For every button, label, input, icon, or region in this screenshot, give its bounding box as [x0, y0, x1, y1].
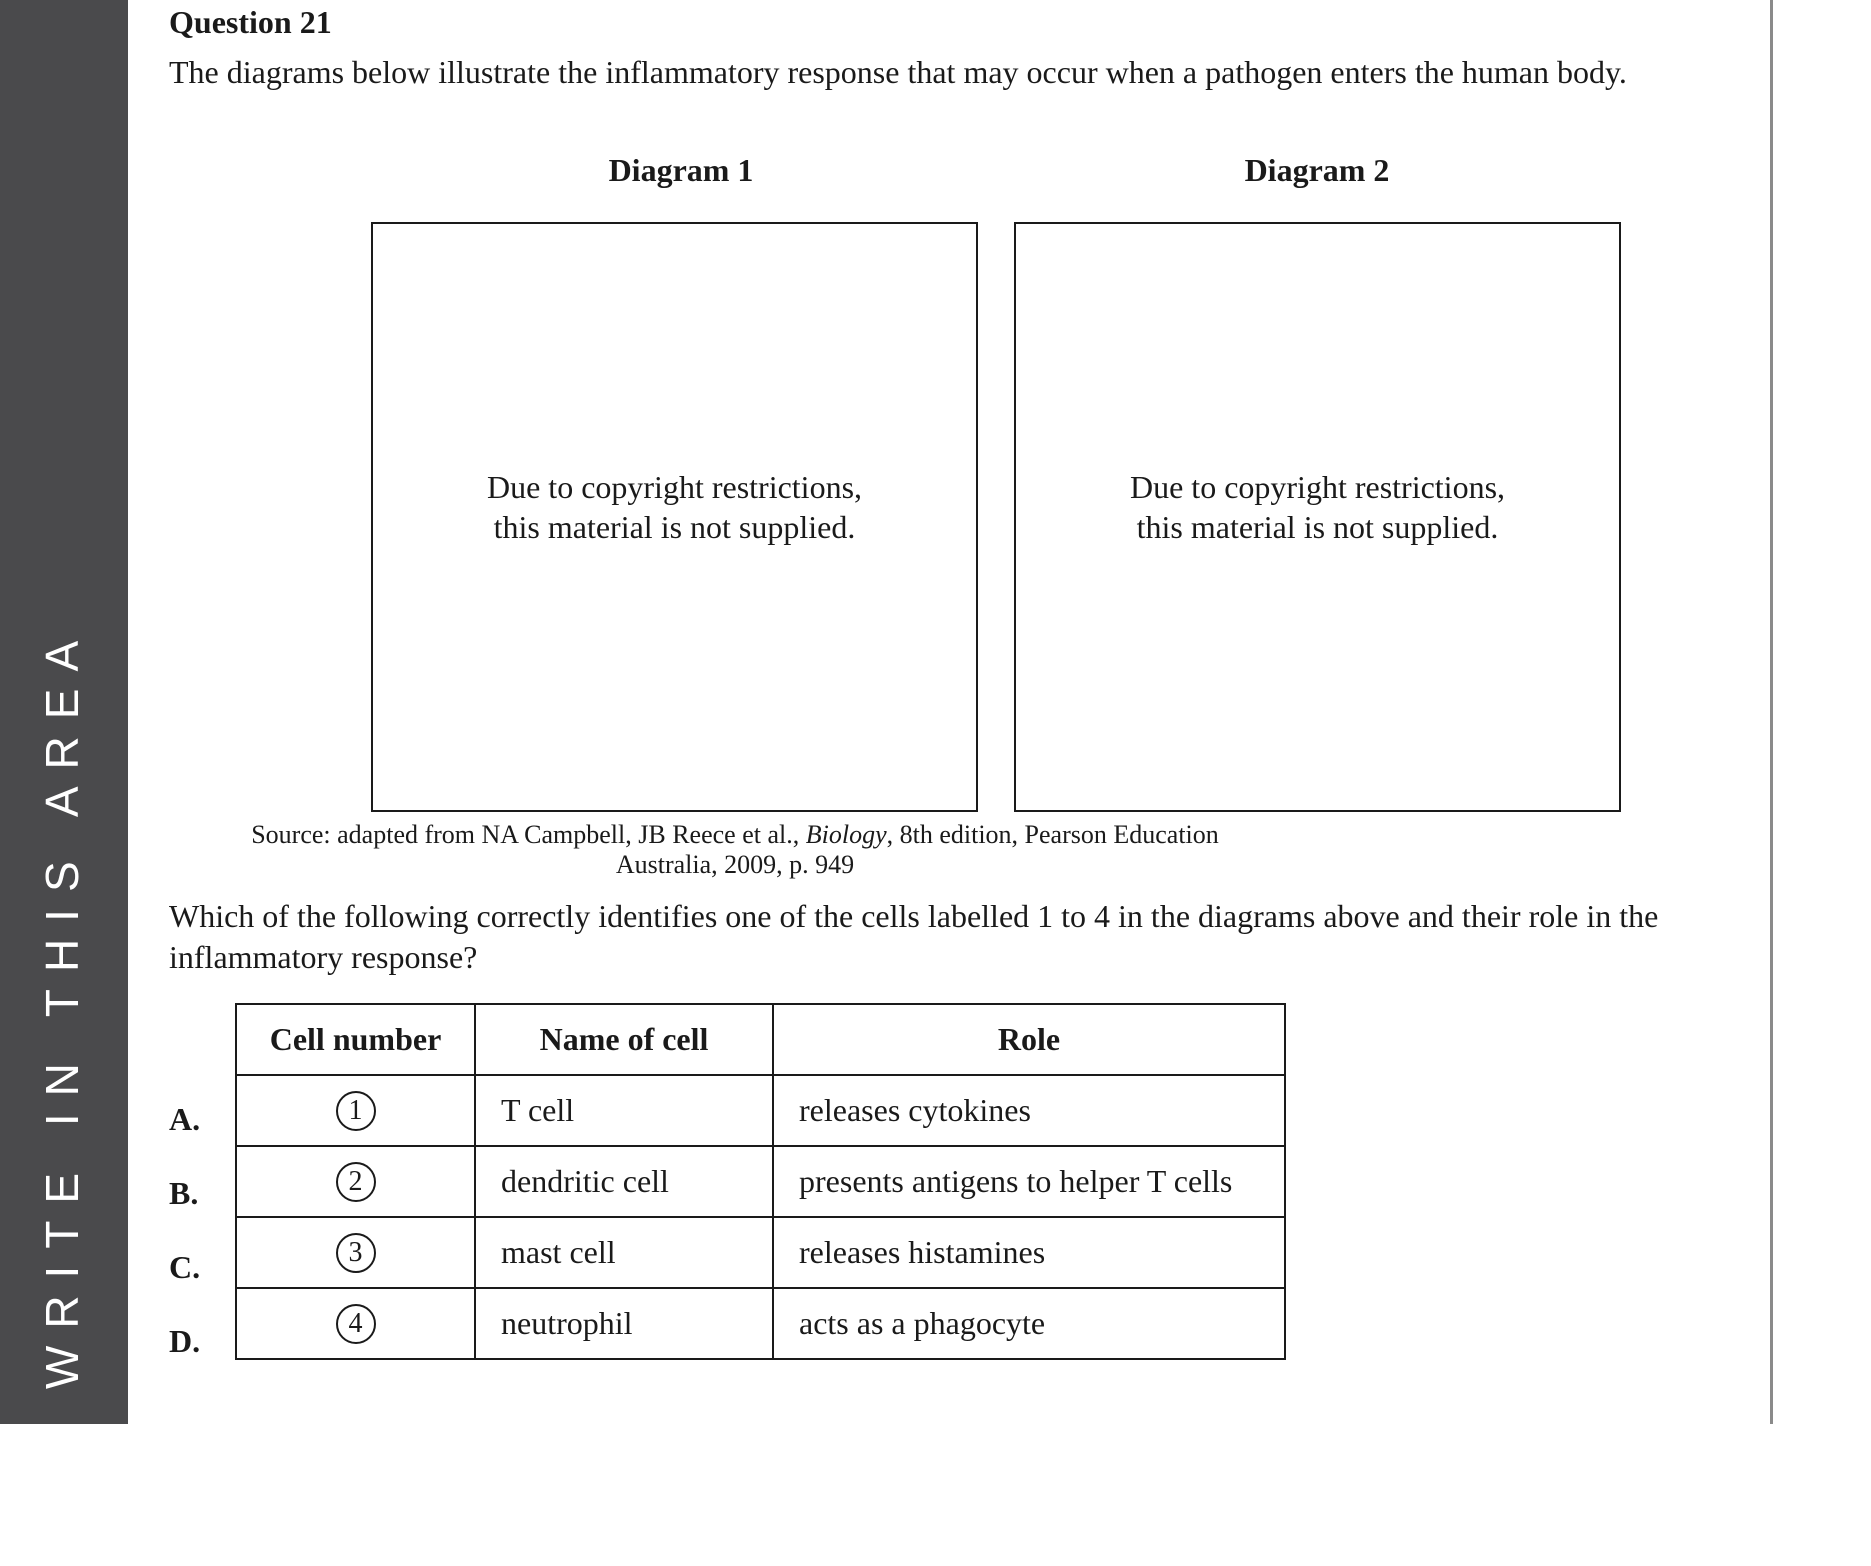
table-row[interactable]	[236, 1288, 1285, 1359]
circled-number: 3	[336, 1233, 376, 1273]
table-row[interactable]	[236, 1075, 1285, 1146]
diagram-1-placeholder-line-1: Due to copyright restrictions,	[486, 469, 863, 505]
header-name-of-cell: Name of cell	[475, 1004, 773, 1075]
cell-role: releases cytokines	[773, 1075, 1285, 1146]
table-header-row	[236, 1004, 1285, 1075]
source-book-title: Biology	[805, 820, 887, 849]
cell-role: acts as a phagocyte	[773, 1288, 1285, 1359]
diagram-2-placeholder	[1130, 467, 1505, 547]
question-title: Question 21	[169, 4, 332, 40]
cell-number	[236, 1075, 475, 1146]
cell-number	[236, 1217, 475, 1288]
question-stem: The diagrams below illustrate the inflammatory response that may occur when a pathogen enters the human body.	[169, 54, 1627, 90]
cell-name: dendritic cell	[475, 1146, 773, 1217]
diagram-1-placeholder	[487, 467, 862, 547]
right-margin-rule	[1770, 0, 1773, 1424]
header-cell-number: Cell number	[236, 1004, 475, 1075]
source-citation	[200, 820, 1270, 880]
options-table	[235, 1003, 1286, 1360]
cell-name: neutrophil	[475, 1288, 773, 1359]
cell-number	[236, 1146, 475, 1217]
diagram-1-box	[371, 222, 978, 812]
source-prefix: Source: adapted from NA Campbell, JB Reece et al.,	[251, 820, 806, 849]
cell-name: T cell	[475, 1075, 773, 1146]
circled-number: 4	[336, 1304, 376, 1344]
option-letter-d[interactable]: D.	[169, 1323, 201, 1359]
header-role: Role	[773, 1004, 1285, 1075]
source-suffix: , 8th edition, Pearson Education Australia, 2009, p. 949	[615, 820, 1219, 879]
diagram-1-title: Diagram 1	[608, 152, 754, 188]
diagram-1-placeholder-line-2: this material is not supplied.	[493, 509, 856, 545]
option-letter-b[interactable]: B.	[169, 1175, 199, 1211]
diagram-2-placeholder-line-2: this material is not supplied.	[1136, 509, 1499, 545]
cell-name: mast cell	[475, 1217, 773, 1288]
option-letter-a[interactable]: A.	[169, 1101, 201, 1137]
cell-role: releases histamines	[773, 1217, 1285, 1288]
table-row[interactable]	[236, 1146, 1285, 1217]
cell-number	[236, 1288, 475, 1359]
question-prompt: Which of the following correctly identifies one of the cells labelled 1 to 4 in the diagrams above and their role in the inflammatory response?	[169, 898, 1659, 975]
table-row[interactable]	[236, 1217, 1285, 1288]
diagram-2-box	[1014, 222, 1621, 812]
margin-bar	[0, 0, 128, 1566]
option-letter-c[interactable]: C.	[169, 1249, 201, 1285]
circled-number: 2	[336, 1162, 376, 1202]
diagram-2-placeholder-line-1: Due to copyright restrictions,	[1129, 469, 1506, 505]
do-not-write-label: NOT WRITE IN THIS AREA	[36, 623, 88, 1566]
diagram-2-title: Diagram 2	[1244, 152, 1390, 188]
cell-role: presents antigens to helper T cells	[773, 1146, 1285, 1217]
circled-number: 1	[336, 1091, 376, 1131]
